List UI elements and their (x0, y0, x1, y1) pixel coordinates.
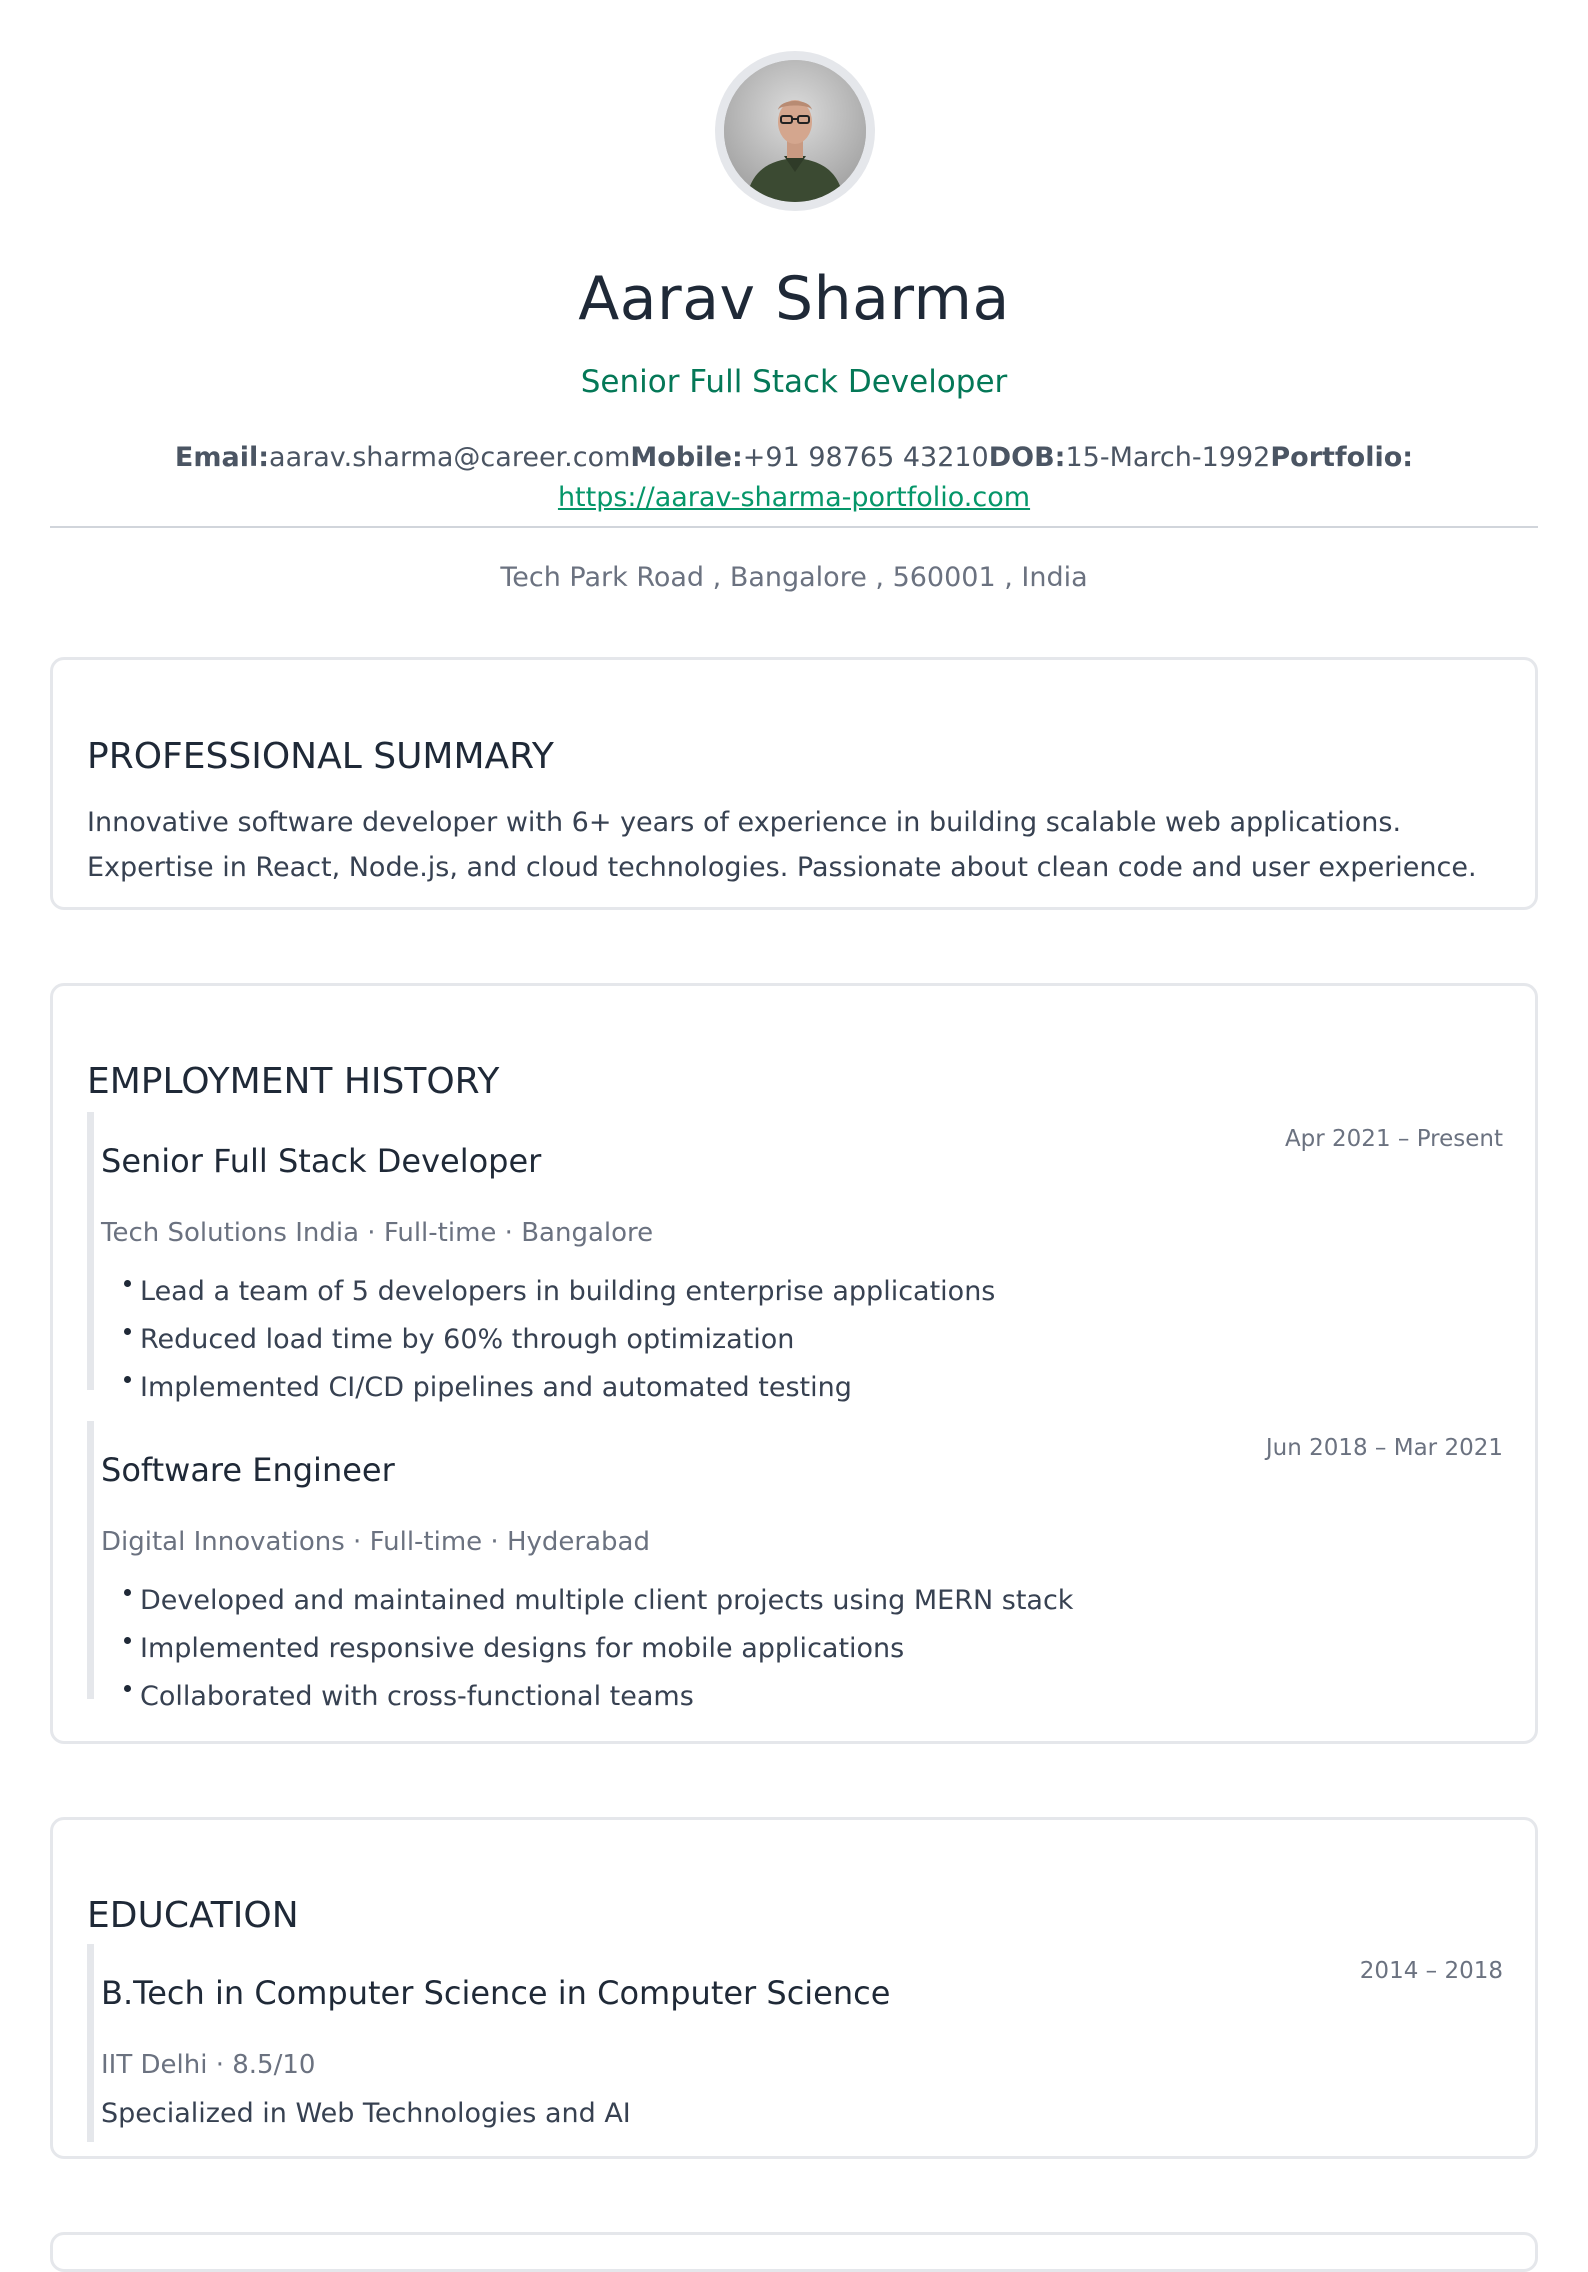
email-label: Email: (174, 442, 270, 473)
job-dates: Apr 2021 – Present (1284, 1126, 1503, 1152)
employment-section (50, 983, 1538, 1744)
education-note: Specialized in Web Technologies and AI (101, 2098, 631, 2129)
profile-avatar (715, 51, 875, 211)
job-bullet: Reduced load time by 60% through optimization (124, 1316, 995, 1364)
email-value: aarav.sharma@career.com (269, 442, 631, 473)
dob-label: DOB: (988, 442, 1066, 473)
dob-value: 15-March-1992 (1065, 442, 1271, 473)
employment-heading: EMPLOYMENT HISTORY (87, 1061, 500, 1102)
job-bullet: Developed and maintained multiple client projects using MERN stack (124, 1577, 1073, 1625)
job-org: Digital Innovations · Full-time · Hyderabad (101, 1527, 650, 1557)
candidate-role: Senior Full Stack Developer (580, 364, 1008, 400)
header-divider (50, 526, 1538, 528)
person-photo-icon (724, 60, 866, 202)
job-dates: Jun 2018 – Mar 2021 (1265, 1435, 1503, 1461)
job-bullet: Lead a team of 5 developers in building enterprise applications (124, 1268, 995, 1316)
education-section (50, 1817, 1538, 2159)
job-bullet: Implemented responsive designs for mobile applications (124, 1625, 1073, 1673)
job-bullet: Implemented CI/CD pipelines and automated testing (124, 1364, 995, 1412)
portfolio-link[interactable]: https://aarav-sharma-portfolio.com (557, 482, 1031, 513)
job-title: Software Engineer (101, 1451, 395, 1489)
education-dates: 2014 – 2018 (1359, 1958, 1503, 1984)
job-bullets (124, 1577, 1073, 1721)
job-entry (87, 1421, 1503, 1712)
contact-line (0, 438, 1588, 518)
job-bullets (124, 1268, 995, 1412)
education-org: IIT Delhi · 8.5/10 (101, 2050, 316, 2080)
portfolio-label: Portfolio: (1270, 442, 1414, 473)
candidate-name: Aarav Sharma (578, 264, 1010, 334)
education-heading: EDUCATION (87, 1895, 299, 1936)
job-org: Tech Solutions India · Full-time · Bangalore (101, 1218, 654, 1248)
summary-section (50, 657, 1538, 910)
job-entry (87, 1112, 1503, 1403)
profile-photo (724, 60, 866, 202)
mobile-value: +91 98765 43210 (742, 442, 989, 473)
mobile-label: Mobile: (630, 442, 743, 473)
education-entry (87, 1944, 1503, 2142)
summary-text: Innovative software developer with 6+ years of experience in building scalable web applications. Expertise in React, Node.js, and cloud technologies. Passionate about clean code and user experience. (87, 807, 1477, 883)
degree-title: B.Tech in Computer Science in Computer Science (101, 1974, 891, 2012)
job-bullet: Collaborated with cross-functional teams (124, 1673, 1073, 1721)
summary-heading: PROFESSIONAL SUMMARY (87, 736, 554, 777)
job-title: Senior Full Stack Developer (101, 1142, 542, 1180)
address: Tech Park Road , Bangalore , 560001 , India (500, 562, 1088, 593)
next-section-card (50, 2232, 1538, 2272)
